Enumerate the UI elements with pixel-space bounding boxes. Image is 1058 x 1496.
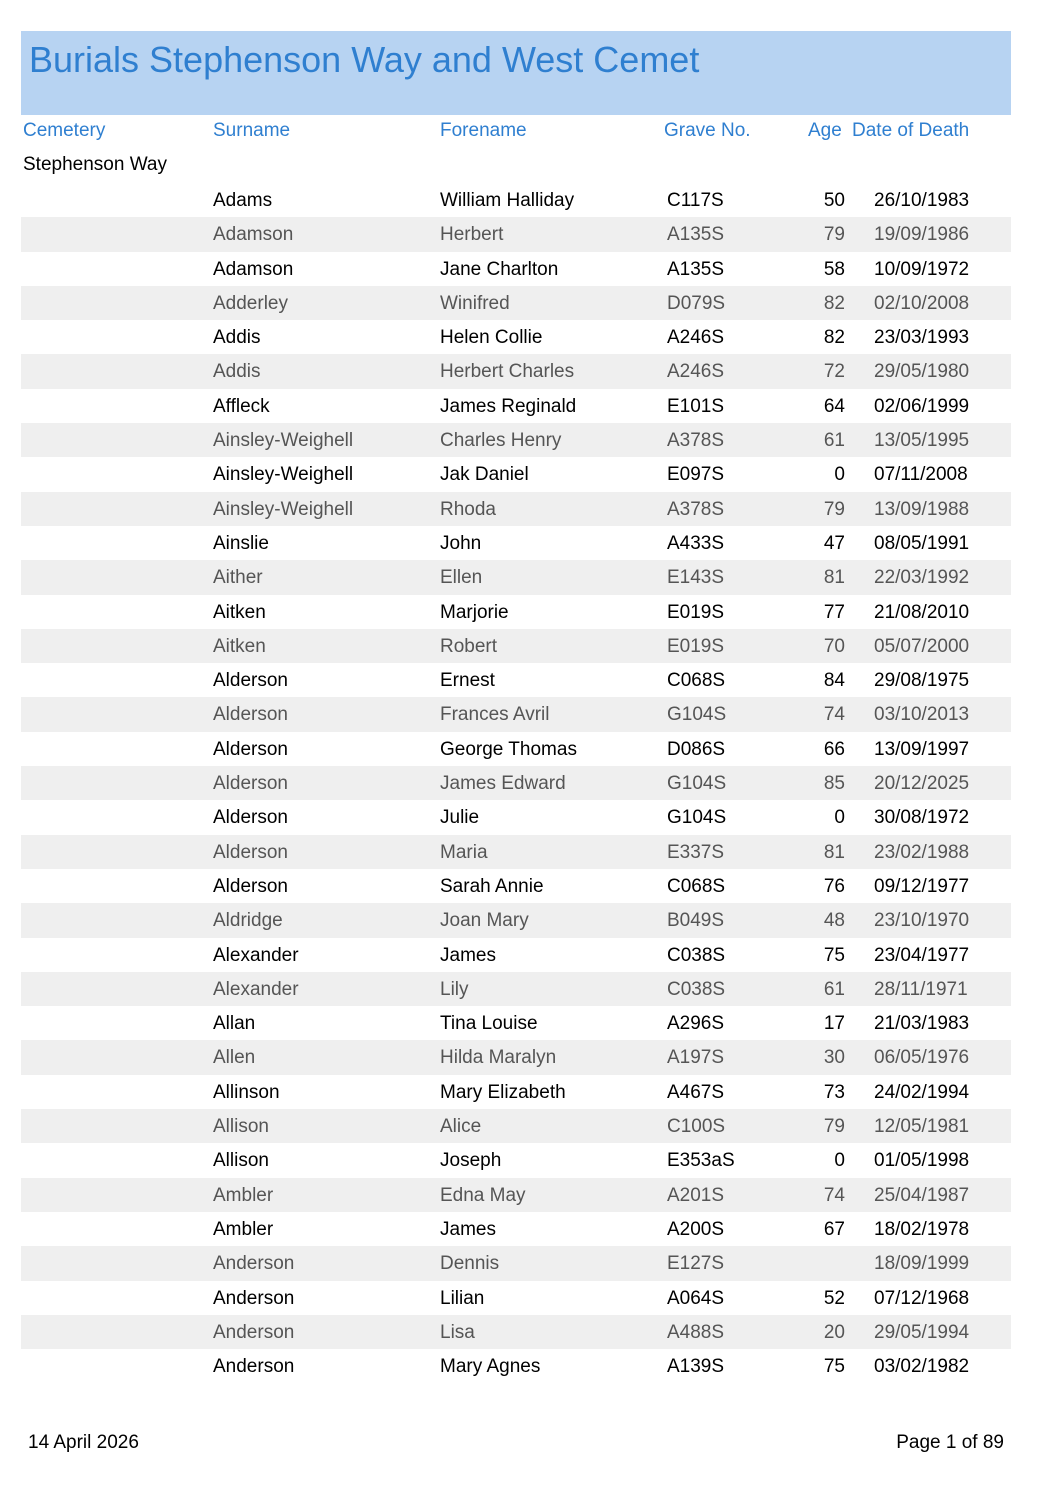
- table-row: [21, 1178, 1011, 1212]
- cell-age: 64: [823, 395, 845, 417]
- cell-grave: E337S: [667, 841, 725, 863]
- cell-age: 79: [823, 1116, 845, 1138]
- cell-surname: Alderson: [213, 704, 288, 726]
- cell-date: 05/07/2000: [874, 635, 970, 657]
- cell-date: 01/05/1998: [874, 1150, 970, 1172]
- cell-forename: William Halliday: [440, 190, 575, 211]
- cell-grave: E019S: [667, 601, 725, 623]
- cell-age: 0: [834, 464, 845, 486]
- cell-age: 82: [823, 327, 845, 349]
- cell-surname: Aldridge: [213, 910, 283, 932]
- column-header-grave-no: Grave No.: [664, 120, 751, 141]
- cell-date: 28/11/1971: [874, 978, 968, 1000]
- cell-date: 29/05/1980: [874, 361, 970, 383]
- table-row: [21, 217, 1011, 251]
- cell-age: 50: [823, 190, 845, 211]
- cell-forename: Charles Henry: [440, 430, 562, 452]
- cell-age: 73: [823, 1081, 845, 1103]
- cell-age: 30: [823, 1047, 845, 1069]
- table-row: [21, 526, 1011, 560]
- cell-grave: A246S: [667, 361, 725, 383]
- cell-date: 06/05/1976: [874, 1047, 970, 1069]
- cell-date: 03/02/1982: [874, 1356, 970, 1378]
- cell-grave: A378S: [667, 430, 725, 452]
- cell-age: 76: [823, 875, 845, 897]
- cell-grave: E101S: [667, 395, 725, 417]
- cemetery-group-label: Stephenson Way: [23, 154, 167, 175]
- cell-forename: Lily: [440, 978, 469, 1000]
- cell-date: 19/09/1986: [874, 224, 970, 246]
- table-row: [21, 252, 1011, 286]
- cell-grave: A246S: [667, 327, 725, 349]
- cell-grave: A201S: [667, 1184, 725, 1206]
- cell-forename: Maria: [440, 841, 488, 863]
- table-row: [21, 183, 1011, 217]
- cell-forename: Sarah Annie: [440, 875, 544, 897]
- cell-grave: C100S: [667, 1116, 726, 1138]
- table-row: [21, 286, 1011, 320]
- cell-surname: Anderson: [213, 1253, 295, 1275]
- cell-forename: Helen Collie: [440, 327, 543, 349]
- table-row: [21, 938, 1011, 972]
- cell-grave: A200S: [667, 1218, 725, 1240]
- cell-date: 08/05/1991: [874, 532, 970, 554]
- cell-date: 10/09/1972: [874, 258, 970, 280]
- table-row: [21, 835, 1011, 869]
- cell-grave: B049S: [667, 910, 725, 932]
- column-header-forename: Forename: [440, 120, 527, 141]
- table-row: [21, 1349, 1011, 1383]
- cell-date: 25/04/1987: [874, 1184, 970, 1206]
- cell-age: 52: [823, 1287, 845, 1309]
- cell-age: 72: [823, 361, 845, 383]
- cell-surname: Alderson: [213, 875, 288, 897]
- table-row: [21, 663, 1011, 697]
- cell-surname: Allison: [213, 1116, 269, 1138]
- cell-date: 21/08/2010: [874, 601, 970, 623]
- table-row: [21, 697, 1011, 731]
- cell-date: 12/05/1981: [874, 1116, 970, 1138]
- table-row: [21, 1143, 1011, 1177]
- cell-age: 85: [823, 773, 845, 795]
- cell-surname: Allinson: [213, 1081, 280, 1103]
- cell-grave: E353aS: [667, 1150, 735, 1172]
- cell-date: 13/09/1988: [874, 498, 970, 520]
- cell-age: 75: [823, 1356, 845, 1378]
- cell-age: 82: [823, 292, 845, 314]
- table-row: [21, 354, 1011, 388]
- cell-forename: Joseph: [440, 1150, 502, 1172]
- cell-surname: Ainsley-Weighell: [213, 430, 354, 452]
- cell-surname: Anderson: [213, 1321, 295, 1343]
- cell-age: 61: [823, 978, 845, 1000]
- cell-age: 0: [834, 807, 845, 829]
- cell-date: 30/08/1972: [874, 807, 970, 829]
- cell-age: 70: [823, 635, 845, 657]
- cell-forename: James: [440, 944, 496, 966]
- cell-grave: A139S: [667, 1356, 725, 1378]
- table-row: [21, 389, 1011, 423]
- table-row: [21, 1212, 1011, 1246]
- cell-forename: Mary Elizabeth: [440, 1081, 566, 1103]
- cell-forename: Herbert: [440, 224, 504, 246]
- cell-surname: Ainsley-Weighell: [213, 498, 354, 520]
- table-row: [21, 320, 1011, 354]
- cell-age: 17: [823, 1013, 845, 1035]
- cell-surname: Allison: [213, 1150, 269, 1172]
- cell-surname: Aither: [213, 567, 263, 589]
- cell-date: 22/03/1992: [874, 567, 970, 589]
- cell-date: 02/06/1999: [874, 395, 970, 417]
- cell-age: 79: [823, 498, 845, 520]
- table-row: [21, 1281, 1011, 1315]
- cell-date: 23/03/1993: [874, 327, 970, 349]
- cell-forename: Edna May: [440, 1184, 526, 1206]
- cell-forename: Herbert Charles: [440, 361, 575, 383]
- table-row: [21, 1075, 1011, 1109]
- table-row: [21, 1315, 1011, 1349]
- cell-date: 13/09/1997: [874, 738, 970, 760]
- cell-surname: Ainslie: [213, 532, 269, 554]
- table-row: [21, 560, 1011, 594]
- cell-forename: Dennis: [440, 1253, 500, 1275]
- cell-forename: Rhoda: [440, 498, 496, 520]
- cell-forename: Joan Mary: [440, 910, 529, 932]
- cell-date: 29/08/1975: [874, 670, 970, 692]
- cell-age: 79: [823, 224, 845, 246]
- report-title: Burials Stephenson Way and West Cemet: [29, 39, 700, 80]
- cell-forename: Tina Louise: [440, 1013, 538, 1035]
- cell-grave: E097S: [667, 464, 725, 486]
- table-row: [21, 869, 1011, 903]
- cell-age: 77: [823, 601, 845, 623]
- cell-age: 48: [823, 910, 845, 932]
- cell-forename: Julie: [440, 807, 480, 829]
- cell-surname: Ainsley-Weighell: [213, 464, 354, 486]
- cell-date: 07/12/1968: [874, 1287, 970, 1309]
- column-header-age: Age: [808, 120, 842, 141]
- cell-age: 81: [823, 841, 845, 863]
- report-title-bar: [21, 31, 1011, 115]
- cell-surname: Aitken: [213, 635, 266, 657]
- cell-grave: A433S: [667, 532, 725, 554]
- cell-grave: E143S: [667, 567, 725, 589]
- cell-grave: G104S: [667, 773, 727, 795]
- cell-grave: E127S: [667, 1253, 725, 1275]
- cell-surname: Addis: [213, 361, 261, 383]
- cell-forename: Alice: [440, 1116, 482, 1138]
- cell-date: 13/05/1995: [874, 430, 970, 452]
- cell-surname: Alexander: [213, 978, 299, 1000]
- table-row: [21, 1006, 1011, 1040]
- cell-surname: Ambler: [213, 1184, 274, 1206]
- cell-forename: Jak Daniel: [440, 464, 529, 486]
- cell-date: 24/02/1994: [874, 1081, 970, 1103]
- cell-surname: Anderson: [213, 1356, 295, 1378]
- cell-date: 20/12/2025: [874, 773, 970, 795]
- table-row: [21, 972, 1011, 1006]
- cell-forename: Robert: [440, 635, 498, 657]
- cell-date: 23/10/1970: [874, 910, 970, 932]
- cell-grave: D086S: [667, 738, 726, 760]
- cell-forename: Jane Charlton: [440, 258, 559, 280]
- cell-age: 84: [823, 670, 845, 692]
- cell-forename: James Edward: [440, 773, 566, 795]
- cell-surname: Alderson: [213, 670, 288, 692]
- burial-records-table: [21, 183, 1011, 1383]
- cell-age: 0: [834, 1150, 845, 1172]
- cell-grave: E019S: [667, 635, 725, 657]
- cell-date: 07/11/2008: [874, 464, 968, 486]
- table-row: [21, 903, 1011, 937]
- cell-forename: Ellen: [440, 567, 483, 589]
- cell-grave: A135S: [667, 224, 725, 246]
- cell-forename: Winifred: [440, 292, 510, 314]
- cell-age: 81: [823, 567, 845, 589]
- table-row: [21, 1109, 1011, 1143]
- cell-surname: Alderson: [213, 841, 288, 863]
- table-row: [21, 732, 1011, 766]
- cell-date: 02/10/2008: [874, 292, 970, 314]
- cell-forename: Marjorie: [440, 601, 509, 623]
- cell-surname: Aitken: [213, 601, 266, 623]
- table-row: [21, 457, 1011, 491]
- table-row: [21, 1246, 1011, 1280]
- cell-surname: Alderson: [213, 807, 288, 829]
- cell-age: 58: [823, 258, 845, 280]
- cell-forename: Frances Avril: [440, 704, 550, 726]
- cell-surname: Anderson: [213, 1287, 295, 1309]
- column-header-date-of-death: Date of Death: [852, 120, 970, 141]
- cell-forename: James: [440, 1218, 496, 1240]
- cell-date: 21/03/1983: [874, 1013, 970, 1035]
- cell-age: 20: [823, 1321, 845, 1343]
- cell-forename: Hilda Maralyn: [440, 1047, 557, 1069]
- cell-grave: A488S: [667, 1321, 725, 1343]
- cell-surname: Adams: [213, 190, 273, 211]
- cell-age: 74: [823, 1184, 845, 1206]
- cell-forename: James Reginald: [440, 395, 577, 417]
- cell-surname: Adamson: [213, 258, 294, 280]
- cell-date: 23/02/1988: [874, 841, 970, 863]
- cell-grave: G104S: [667, 704, 727, 726]
- cell-surname: Allan: [213, 1013, 256, 1035]
- cell-surname: Affleck: [213, 395, 270, 417]
- footer-date: 14 April 2026: [28, 1432, 139, 1453]
- cell-surname: Allen: [213, 1047, 256, 1069]
- cell-date: 18/02/1978: [874, 1218, 970, 1240]
- cell-surname: Alderson: [213, 773, 288, 795]
- cell-date: 09/12/1977: [874, 875, 970, 897]
- cell-forename: Lisa: [440, 1321, 475, 1343]
- cell-age: 47: [823, 532, 845, 554]
- cell-surname: Adderley: [213, 292, 288, 314]
- cell-surname: Ambler: [213, 1218, 274, 1240]
- cell-grave: C068S: [667, 670, 726, 692]
- cell-grave: G104S: [667, 807, 727, 829]
- cell-age: 74: [823, 704, 845, 726]
- cell-age: 67: [823, 1218, 845, 1240]
- cell-grave: A378S: [667, 498, 725, 520]
- cell-surname: Addis: [213, 327, 261, 349]
- cell-date: 03/10/2013: [874, 704, 970, 726]
- cell-forename: Ernest: [440, 670, 495, 692]
- cell-forename: George Thomas: [440, 738, 577, 760]
- cell-age: 75: [823, 944, 845, 966]
- cell-grave: A064S: [667, 1287, 725, 1309]
- column-header-cemetery: Cemetery: [23, 120, 106, 141]
- cell-surname: Adamson: [213, 224, 294, 246]
- table-row: [21, 423, 1011, 457]
- table-row: [21, 492, 1011, 526]
- cell-grave: A135S: [667, 258, 725, 280]
- table-row: [21, 766, 1011, 800]
- cell-date: 23/04/1977: [874, 944, 970, 966]
- cell-grave: A296S: [667, 1013, 725, 1035]
- cell-surname: Alexander: [213, 944, 299, 966]
- cell-age: 61: [823, 430, 845, 452]
- cell-date: 29/05/1994: [874, 1321, 970, 1343]
- cell-surname: Alderson: [213, 738, 288, 760]
- cell-grave: C038S: [667, 978, 726, 1000]
- cell-grave: C117S: [667, 190, 724, 211]
- cell-grave: C038S: [667, 944, 726, 966]
- cell-date: 18/09/1999: [874, 1253, 970, 1275]
- cell-forename: Lilian: [440, 1287, 485, 1309]
- column-header-surname: Surname: [213, 120, 291, 141]
- cell-forename: Mary Agnes: [440, 1356, 541, 1378]
- cell-age: 66: [823, 738, 845, 760]
- table-row: [21, 800, 1011, 834]
- cell-forename: John: [440, 532, 482, 554]
- table-row: [21, 629, 1011, 663]
- table-row: [21, 595, 1011, 629]
- cell-grave: D079S: [667, 292, 726, 314]
- cell-date: 26/10/1983: [874, 190, 970, 211]
- cell-grave: C068S: [667, 875, 726, 897]
- footer-page-number: Page 1 of 89: [896, 1432, 1004, 1453]
- cell-grave: A197S: [667, 1047, 725, 1069]
- table-row: [21, 1040, 1011, 1074]
- cell-grave: A467S: [667, 1081, 725, 1103]
